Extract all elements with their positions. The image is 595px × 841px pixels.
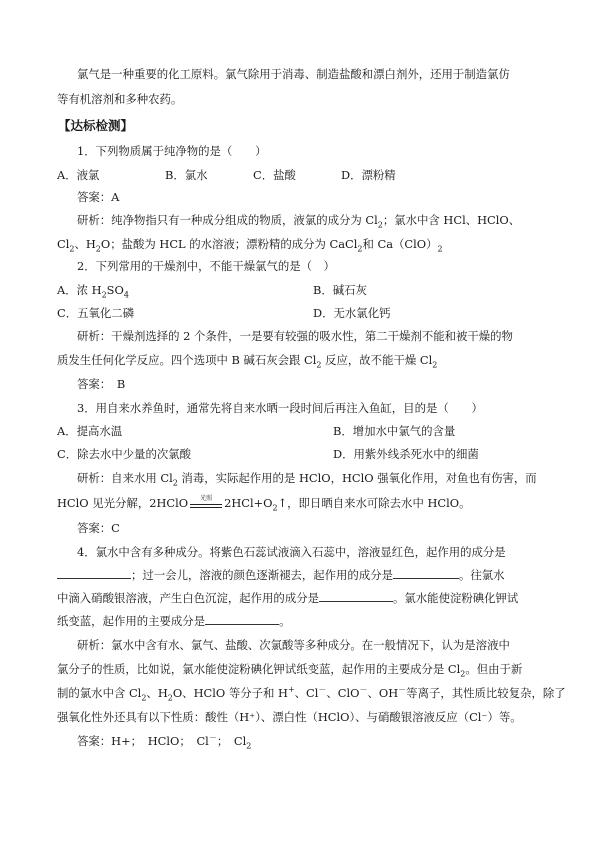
q3-option-b: B．增加水中氯气的含量 [333,424,456,438]
q4-blank-3[interactable] [319,590,393,602]
q2-option-b: B．碱石灰 [313,283,367,297]
q3-analysis-line-2: HClO 见光分解，2HClO 光照 $2HCl+O_2↑$，即日晒自来水可除去水中 HClO。 [57,495,471,513]
q4-stem-line-4: 纸变蓝，起作用的主要成分是 。 [57,614,291,628]
q1-analysis-line-2: $Cl_2$、$H_2O$；盐酸为 HCL 的水溶液；漂粉精的成分为 CaCl$_2$和 $Ca(ClO)_2$ [57,237,443,254]
reaction-arrow: 光照 [189,498,223,510]
q3-analysis-line-1: 研析：自来水用 $Cl_2$ 消毒，实际起作用的是 HClO，HClO 强氧化作用，对鱼也有伤害，而 [77,471,537,488]
q3-stem: 3．用自来水养鱼时，通常先将自来水晒一段时间后再注入鱼缸，目的是（ ） [77,401,483,415]
q2-options-row-1 [57,282,367,300]
q3-option-a: A．提高水温 [57,424,123,438]
q3-option-d: D．用紫外线杀死水中的细菌 [333,447,479,461]
q1-answer: 答案：A [77,190,120,204]
q4-analysis-line-2: 氯分子的性质，比如说，氯水能使淀粉碘化钾试纸变蓝，起作用的主要成分是 $Cl_2$。但由于新 [57,662,523,679]
q2-option-a: A．浓 $H_2SO_4$ [57,283,129,300]
q4-stem-line-3: 中滴入硝酸银溶液，产生白色沉淀，起作用的成分是 。氯水能使淀粉碘化钾试 [57,591,519,605]
q2-option-c: C．五氧化二磷 [57,306,135,320]
section-title: 【达标检测】 [58,118,134,133]
q4-analysis-line-1: 研析：氯水中含有水、氯气、盐酸、次氯酸等多种成分。在一般情况下，认为是溶液中 [77,638,510,652]
q2-stem: 2．下列常用的干燥剂中，不能干燥氯气的是（ ） [77,259,335,273]
q4-blank-1[interactable] [57,567,131,579]
q4-answer: 答案：H+； HClO； Cl－； $Cl_2$ [77,733,252,751]
q4-blank-2[interactable] [393,567,459,579]
q2-options-row-2 [57,305,391,321]
intro-line-1: 氯气是一种重要的化工原料。氯气除用于消毒、制造盐酸和漂白剂外，还用于制造氯仿 [77,67,510,81]
q4-stem-line-1: 4．氯水中含有多种成分。将紫色石蕊试液滴入石蕊中，溶液显红色，起作用的成分是 [77,545,506,559]
q1-options [57,167,396,183]
q1-option-d: D．漂粉精 [341,168,396,182]
q2-analysis-line-2: 质发生任何化学反应。四个选项中 B 碱石灰会跟 $Cl_2$ 反应，故不能干燥 $Cl_2$ [57,353,438,370]
q1-option-b: B．氯水 [165,168,208,182]
q3-option-c: C．除去水中少量的次氯酸 [57,447,192,461]
q1-option-c: C．盐酸 [253,168,296,182]
q4-analysis-line-4: 强氧化性外还具有以下性质：酸性（H⁺）、漂白性（HClO）、与硝酸银溶液反应（Cl⁻）等。 [57,710,522,724]
intro-line-2: 等有机溶剂和多种农药。 [57,92,183,106]
q1-analysis-line-1: 研析：纯净物指只有一种成分组成的物质，液氯的成分为 $Cl_2$；氯水中含 HCl、HClO、 [77,213,521,230]
q1-stem: 1．下列物质属于纯净物的是（ ） [77,144,267,158]
q1-option-a: A．液氯 [57,168,100,182]
q2-option-d: D．无水氯化钙 [313,306,391,320]
q2-answer: 答案： B [77,377,126,391]
q4-analysis-line-3: 制的氯水中含 $Cl_2$、$H_2O$、HClO 等分子和 H+、Cl－、ClO－、OH－等离子，其性质比较复杂，除了 [57,685,566,703]
q3-options-row-1 [57,423,456,439]
q4-blank-4[interactable] [205,613,279,625]
q3-answer: 答案：C [77,521,120,535]
q2-analysis-line-1: 研析：干燥剂选择的 2 个条件，一是要有较强的吸水性，第二干燥剂不能和被干燥的物 [77,329,513,343]
q4-stem-line-2: ；过一会儿，溶液的颜色逐渐褪去，起作用的成分是 。往氯水 [57,567,505,583]
q3-options-row-2 [57,446,479,462]
